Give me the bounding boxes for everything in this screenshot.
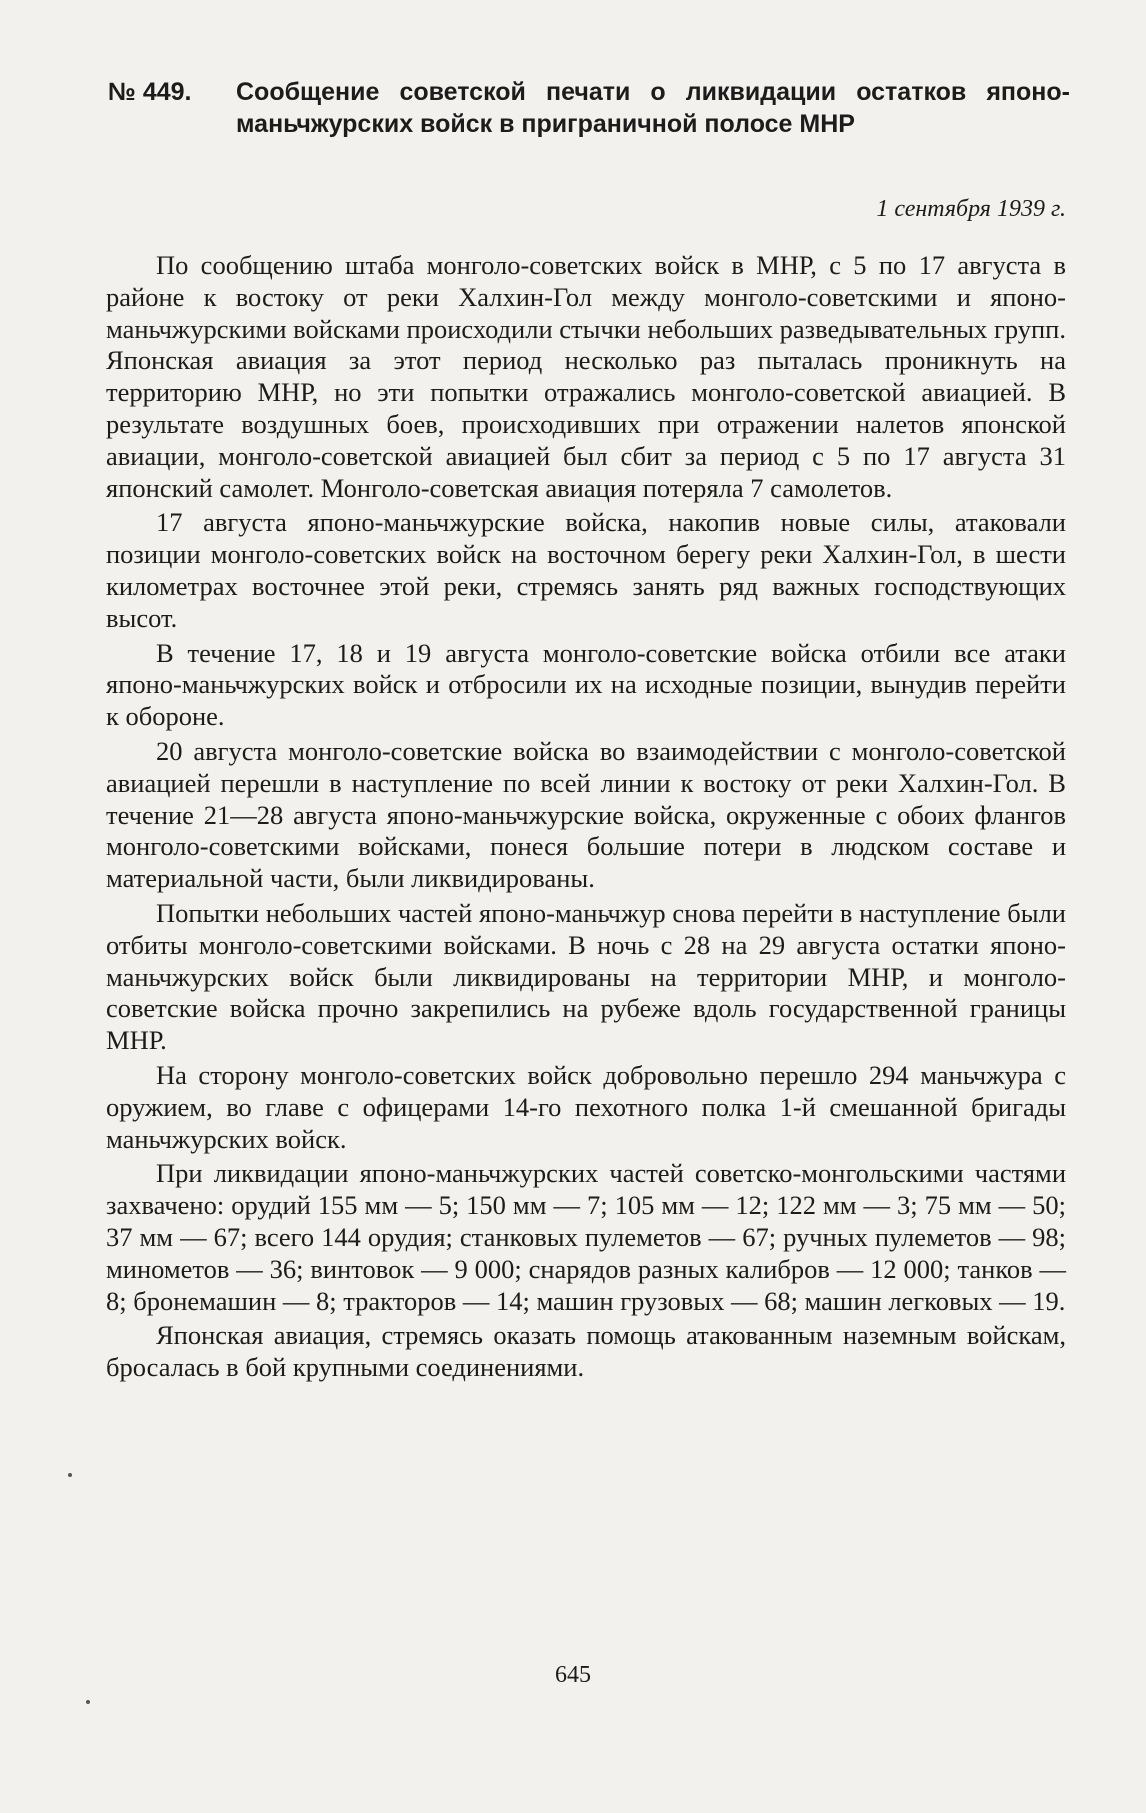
paragraph: На сторону монголо-советских войск добровольно перешло 294 маньчжура с оружием, во главе с офицерами 14-го пехотного полка 1-й смешанной бригады маньчжурских войск. (106, 1059, 1066, 1154)
print-speck (86, 1700, 90, 1704)
document-number: № 449. (108, 78, 192, 106)
document-title: Сообщение советской печати о ликвидации остатков японо-маньчжурских войск в приграничной полосе МНР (236, 78, 1070, 138)
document-body (106, 250, 1066, 1384)
paragraph: 17 августа японо-маньчжурские войска, накопив новые силы, атаковали позиции монголо-советских войск на восточном берегу реки Халхин-Гол, в шести километрах восточнее этой реки, стремясь занять ряд важных господствующих высот. (106, 507, 1066, 633)
document-heading (108, 76, 1070, 140)
paragraph: 20 августа монголо-советские войска во взаимодействии с монголо-советской авиацией перешли в наступление по всей линии к востоку от реки Халхин-Гол. В течение 21—28 августа японо-маньчжурские войска, окруженные с обоих флангов монголо-советскими войсками, понеся большие потери в людском составе и материальной части, были ликвидированы. (106, 735, 1066, 894)
paragraph: Попытки небольших частей японо-маньчжур снова перейти в наступление были отбиты монголо-советскими войсками. В ночь с 28 на 29 августа остатки японо-маньчжурских войск были ликвидированы на территории МНР, и монголо-советские войска прочно закрепились на рубеже вдоль государственной границы МНР. (106, 897, 1066, 1056)
paragraph: По сообщению штаба монголо-советских войск в МНР, с 5 по 17 августа в районе к востоку от реки Халхин-Гол между монголо-советскими и японо-маньчжурскими войсками происходили стычки небольших разведывательных групп. Японская авиация за этот период несколько раз пыталась проникнуть на территорию МНР, но эти попытки отражались монголо-советской авиацией. В результате воздушных боев, происходивших при отражении налетов японской авиации, монголо-советской авиацией был сбит за период с 5 по 17 августа 31 японский самолет. Монголо-советская авиация потеряла 7 самолетов. (106, 250, 1066, 503)
paragraph: В течение 17, 18 и 19 августа монголо-советские войска отбили все атаки японо-маньчжурских войск и отбросили их на исходные позиции, вынудив перейти к обороне. (106, 637, 1066, 732)
paragraph: При ликвидации японо-маньчжурских частей советско-монгольскими частями захвачено: орудий 155 мм — 5; 150 мм — 7; 105 мм — 12; 122 мм — 3; 75 мм — 50; 37 мм — 67; всего 144 орудия; станковых пулеметов — 67; ручных пулеметов — 98; минометов — 36; винтовок — 9 000; снарядов разных калибров — 12 000; танков — 8; бронемашин — 8; тракторов — 14; машин грузовых — 68; машин легковых — 19. (106, 1158, 1066, 1316)
paragraph: Японская авиация, стремясь оказать помощь атакованным наземным войскам, бросалась в бой крупными соединениями. (106, 1320, 1066, 1383)
print-speck (68, 1473, 72, 1477)
document-date: 1 сентября 1939 г. (876, 196, 1066, 222)
page-number: 645 (555, 1662, 591, 1688)
